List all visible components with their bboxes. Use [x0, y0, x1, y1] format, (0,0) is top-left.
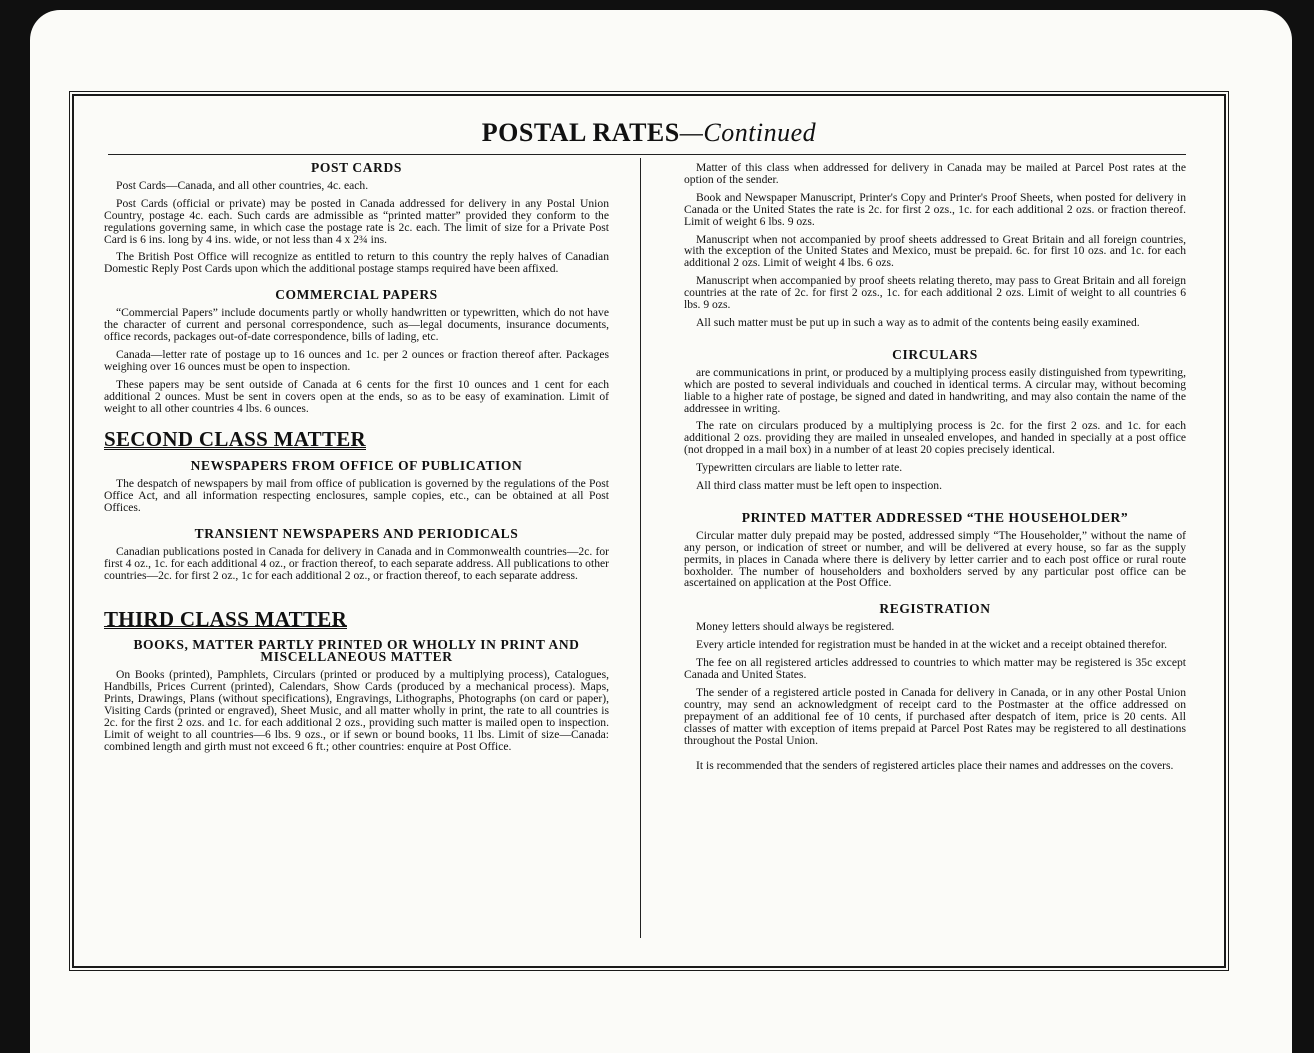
registration-p1: Money letters should always be registered. [696, 620, 895, 634]
householder-p1: Circular matter duly prepaid may be posted, addressed simply “The Householder,” without the name of any person, or indication of street or number, and will be delivered at every house, so far as the supply permits, in places in Canada where there is delivery by letter carrier and to each post office or rural route boxholder. The number of householders and boxholders served by any particular post office can be ascertained on application at the Post Office. [684, 528, 1186, 590]
registration-p4: The sender of a registered article posted in Canada for delivery in Canada, or in any other Postal Union country, may send an acknowledgment of receipt card to the Postmaster at the office addressed on prepayment of an additional fee of 10 cents, if purchased after despatch of item, price is 20 cents. All classes of matter with exception of items prepaid at Parcel Post Rates may be registered to all destinations throughout the Postal Union. [684, 685, 1186, 747]
post-cards-p2: Post Cards (official or private) may be posted in Canada addressed for delivery in any Postal Union Country, postage 4c. each. Such cards are admissible as “printed matter” provided they conform to the regulations governing same, in which case the postage rate is 2c. each. The limit of size for a Private Post Card is 6 ins. long by 4 ins. wide, or not less than 4 x 2¾ ins. [104, 196, 609, 246]
circulars-p1: are communications in print, or produced by a multiplying process easily distinguished from typewriting, which are posted to several individuals and couched in identical terms. A circular may, without becoming liable to a higher rate of postage, be signed and dated in handwriting, and may also contain the name of the addressee in writing. [684, 365, 1186, 415]
third-class-p2: Book and Newspaper Manuscript, Printer's Copy and Printer's Proof Sheets, when posted for delivery in Canada or the United States the rate is 2c. for first 2 ozs., 1c. for each additional 2 ozs. or fraction thereof. Limit of weight 6 lbs. 9 ozs. [684, 190, 1186, 228]
registration-heading: REGISTRATION [879, 601, 991, 617]
third-class-heading: THIRD CLASS MATTER [104, 606, 348, 631]
title-rule [108, 154, 1186, 155]
third-class-p3: Manuscript when not accompanied by proof sheets addressed to Great Britain and all foreign countries, with the exception of the United States and Mexico, must be prepaid. 6c. for first 10 ozs. and 1c. for each additional 2 ozs. Limit of weight 4 lbs. 6 ozs. [684, 232, 1186, 270]
circulars-p3: Typewritten circulars are liable to letter rate. [696, 461, 903, 475]
circulars-p4: All third class matter must be left open to inspection. [696, 479, 942, 493]
newspapers-heading: NEWSPAPERS FROM OFFICE OF PUBLICATION [190, 458, 523, 474]
column-divider [640, 158, 641, 938]
post-cards-heading: POST CARDS [311, 160, 402, 175]
left-column [104, 162, 609, 759]
householder-heading: PRINTED MATTER ADDRESSED “THE HOUSEHOLDER” [741, 509, 1129, 525]
document-page [30, 10, 1292, 1053]
commercial-papers-heading: COMMERCIAL PAPERS [275, 287, 438, 303]
title-main: POSTAL RATES [481, 118, 680, 147]
registration-p2: Every article intended for registration must be handed in at the wicket and a receipt obtained therefor. [696, 638, 1167, 652]
third-class-p5: All such matter must be put up in such a way as to admit of the contents being easily examined. [696, 315, 1140, 329]
registration-p3: The fee on all registered articles addressed to countries to which matter may be registered is 35c except Canada and United States. [684, 656, 1186, 681]
commercial-p2: Canada—letter rate of postage up to 16 ounces and 1c. per 2 ounces or fraction thereof after. Packages weighing over 16 ounces must be open to inspection. [104, 347, 609, 373]
newspapers-text: The despatch of newspapers by mail from office of publication is governed by the regulations of the Post Office Act, and all information respecting enclosures, sample copies, etc., can be obtained at all Post Offices. [104, 477, 609, 515]
title-continued: —Continued [679, 118, 817, 147]
books-heading: BOOKS, MATTER PARTLY PRINTED OR WHOLLY IN PRINT AND MISCELLANEOUS MATTER [133, 637, 580, 665]
transient-text: Canadian publications posted in Canada for delivery in Canada and in Commonwealth countries—2c. for first 4 oz., 1c. for each additional 4 oz., or fraction thereof, to each separate address. All publications to other countries—2c. for first 2 oz., 1c for each additional 2 oz., or fraction thereof, to each separate address. [104, 544, 609, 582]
third-class-p1: Matter of this class when addressed for delivery in Canada may be mailed at Parcel Post rates at the option of the sender. [684, 161, 1186, 186]
third-class-p4: Manuscript when accompanied by proof sheets relating thereto, may pass to Great Britain and all foreign countries at the rate of 2c. for first 2 ozs., 1c. for each additional 2 ozs. Limit of weight to all countries 6 lbs. 9 ozs. [684, 274, 1186, 312]
transient-heading: TRANSIENT NEWSPAPERS AND PERIODICALS [194, 525, 519, 541]
registration-p5: It is recommended that the senders of registered articles place their names and addresses on the covers. [696, 759, 1174, 773]
post-cards-p1: Post Cards—Canada, and all other countries, 4c. each. [116, 178, 369, 192]
right-column [684, 162, 1186, 778]
commercial-p1: “Commercial Papers” include documents partly or wholly handwritten or typewritten, which do not have the character of current and personal correspondence, such as—legal documents, insurance documents, office records, packages out-of-date correspondence, bills of lading, etc. [104, 306, 609, 343]
books-text: On Books (printed), Pamphlets, Circulars (printed or produced by a multiplying process), Catalogues, Handbills, Prices Current (printed), Calendars, Show Cards (produced by a mechanical process). Maps, Prints, Drawings, Plans (without specifications), Engravings, Lithographs, Photographs (on card or paper), Visiting Cards (printed or engraved), Sheet Music, and all matter wholly in print, the rate to all countries is 2c. for the first 2 ozs. and 1c. for each additional 2 ozs., providing such matter is mailed open to inspection. Limit of weight to all countries—6 lbs. 9 ozs., or if sewn or bound books, 11 lbs. Limit of size—Canada: combined length and girth must not exceed 6 ft.; other countries: enquire at Post Office. [104, 668, 609, 753]
second-class-heading: SECOND CLASS MATTER [104, 427, 367, 452]
page-title [74, 118, 1224, 148]
circulars-heading: CIRCULARS [892, 346, 978, 362]
circulars-p2: The rate on circulars produced by a multiplying process is 2c. for the first 2 ozs. and 1c. for each additional 2 ozs. providing they are mailed in unsealed envelopes, and handed in specially at a post office (not dropped in a mail box) in a number of at least 20 copies precisely identical. [684, 419, 1186, 457]
commercial-p3: These papers may be sent outside of Canada at 6 cents for the first 10 ounces and 1 cent for each additional 2 ounces. Must be sent in covers open at the ends, so as to be easy of examination. Limit of weight to all other countries 4 lbs. 6 ounces. [104, 377, 609, 415]
page-frame [72, 94, 1226, 968]
post-cards-p3: The British Post Office will recognize as entitled to return to this country the reply halves of Canadian Domestic Reply Post Cards upon which the additional postage stamps required have been affixed. [104, 250, 609, 276]
